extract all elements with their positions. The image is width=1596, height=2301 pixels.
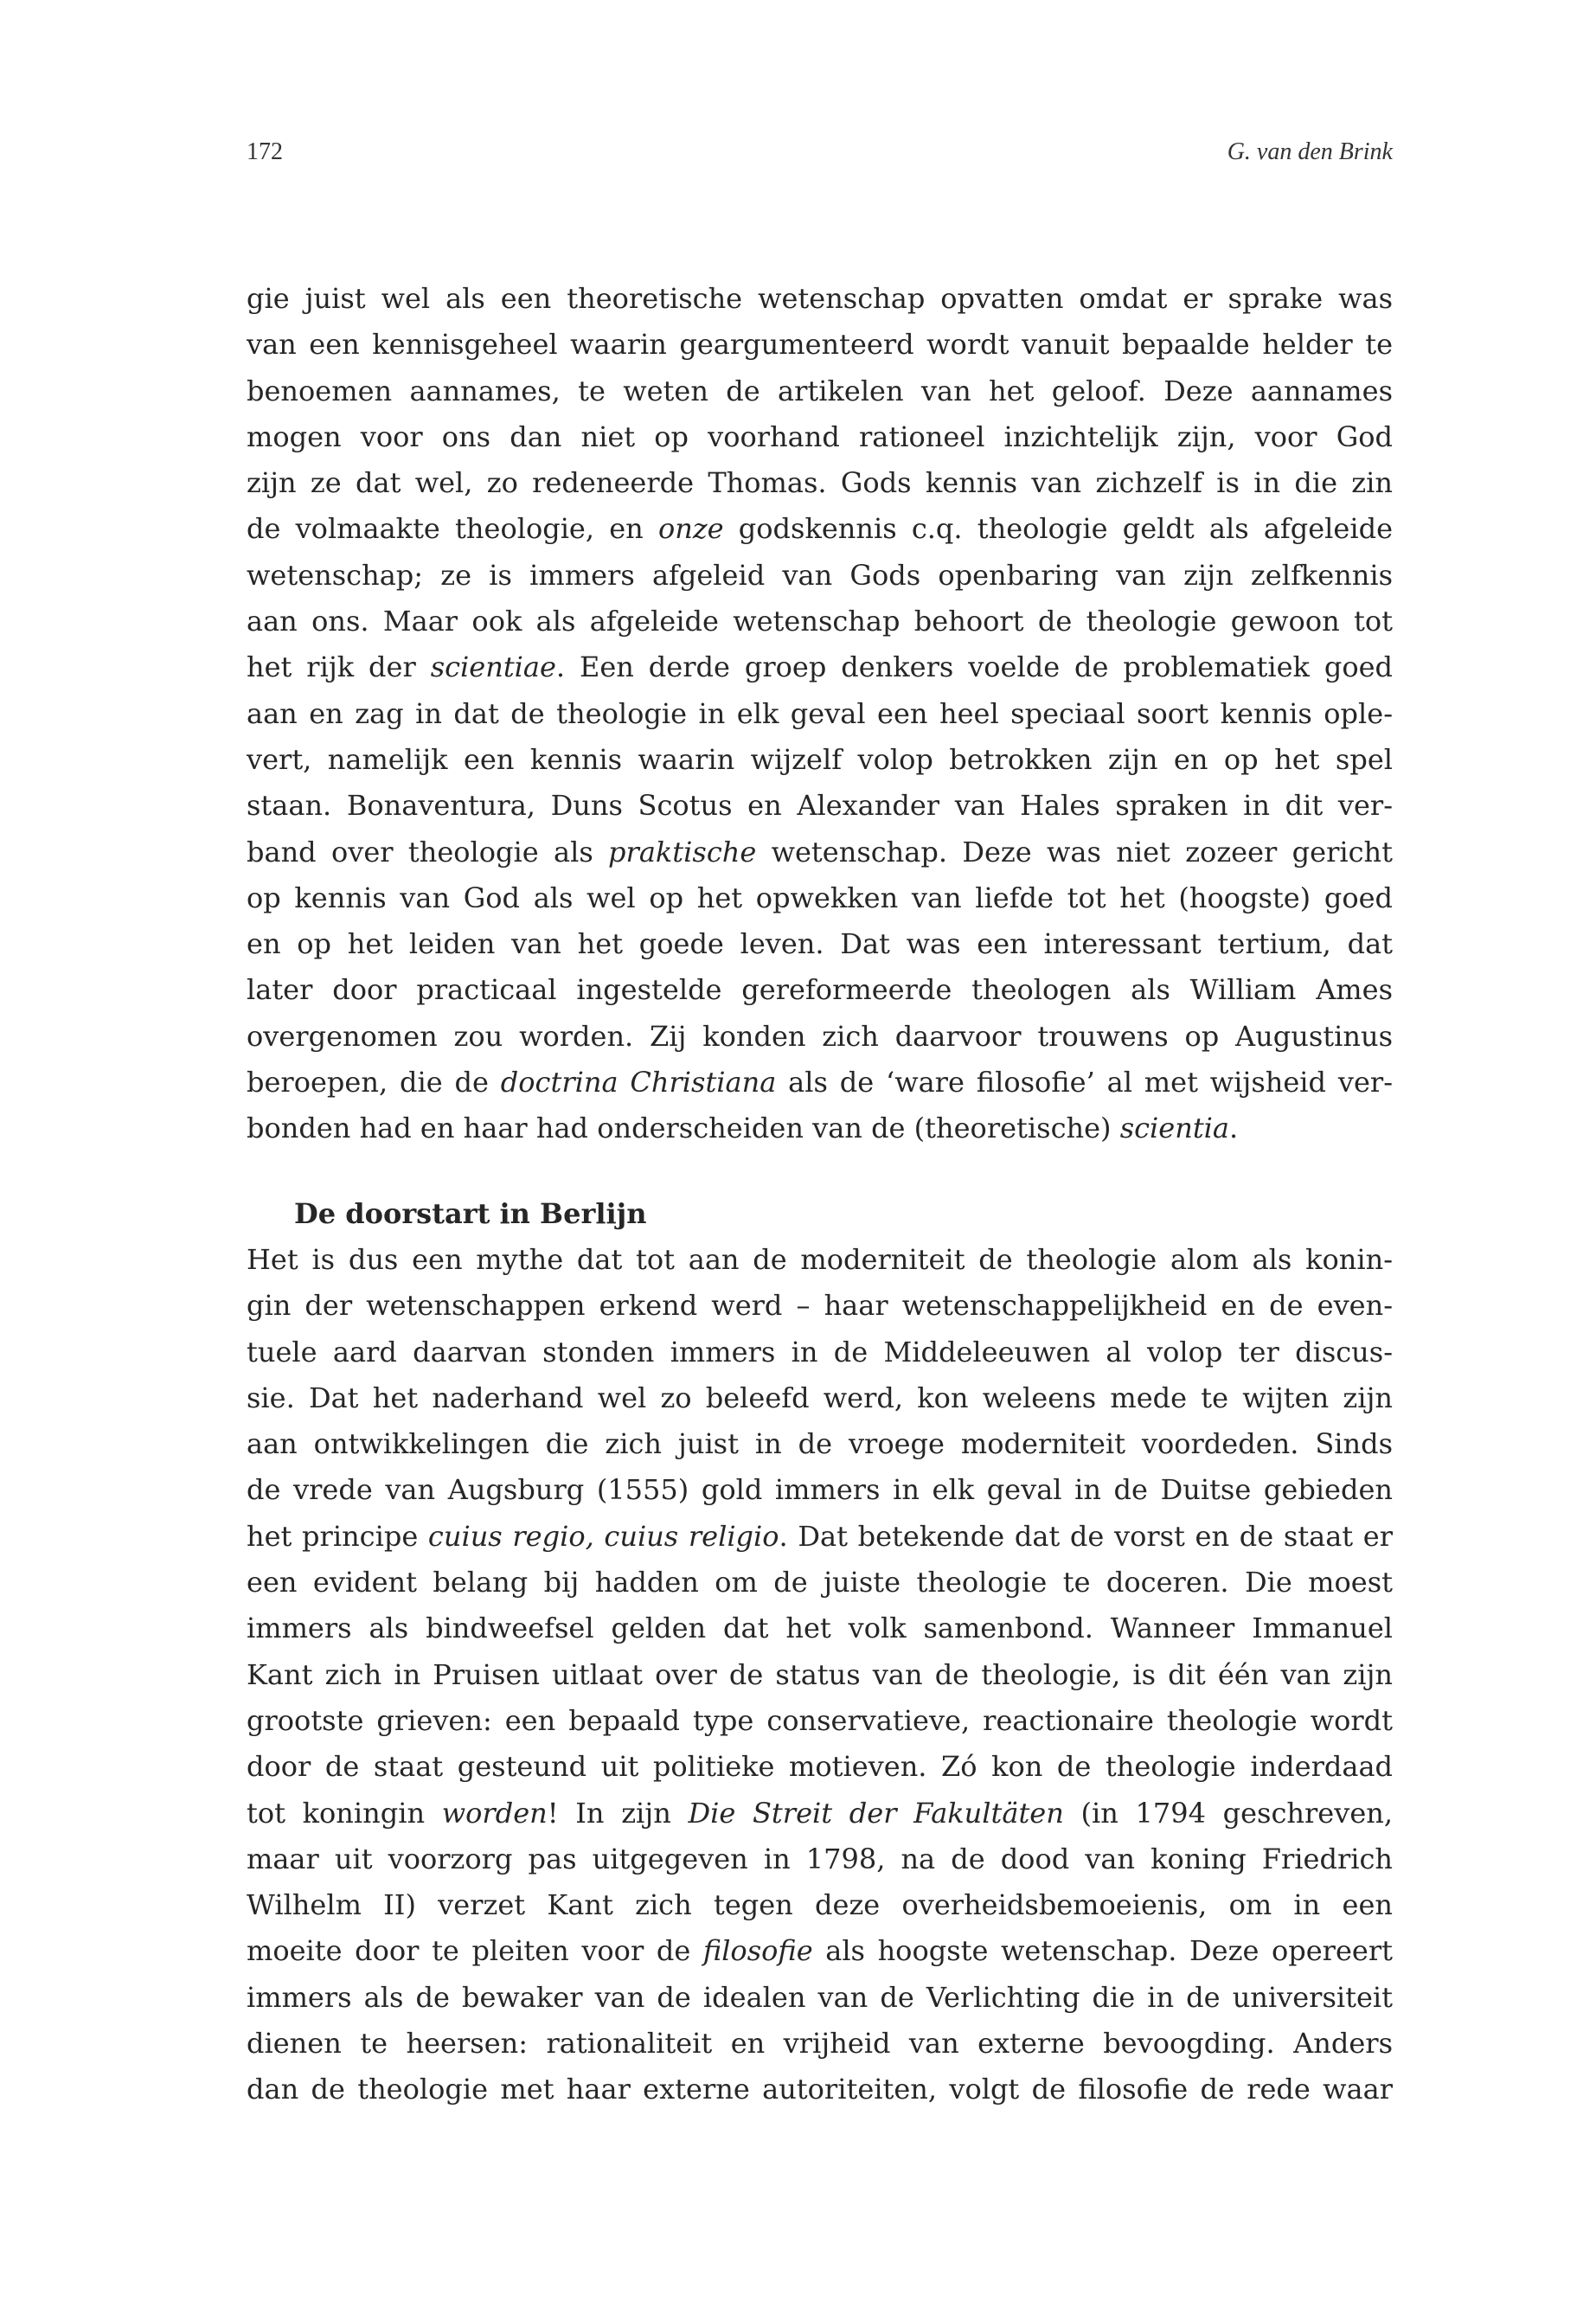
italic-term: filosofie — [702, 1934, 813, 1968]
running-head — [247, 138, 1393, 176]
text-run: band over theologie als — [247, 835, 609, 868]
text-line — [247, 830, 1393, 875]
text-line: grootste grieven: een bepaald type conservatieve, reactionaire theologie wordt — [247, 1703, 1393, 1737]
text-run: . — [1228, 1112, 1239, 1145]
text-line: zijn ze dat wel, zo redeneerde Thomas. Gods kennis van zichzelf is in die zin — [247, 466, 1393, 500]
text-line: overgenomen zou worden. Zij konden zich daarvoor trouwens op Augustinus — [247, 1019, 1393, 1053]
italic-term: praktische — [608, 835, 757, 868]
text-line: immers als bindweefsel gelden dat het volk samenbond. Wanneer Immanuel — [247, 1612, 1393, 1645]
paragraph-1 — [247, 276, 1393, 1152]
text-line: dan de theologie met haar externe autoriteiten, volgt de filosofie de rede waar — [247, 2073, 1393, 2106]
text-line — [247, 1106, 1393, 1151]
text-line — [247, 644, 1393, 690]
section-heading: De doorstart in Berlijn — [294, 1196, 647, 1230]
running-head-author: G. van den Brink — [1227, 138, 1393, 165]
text-line: op kennis van God als wel op het opwekken van liefde tot het (hoogste) goed — [247, 881, 1393, 914]
text-line: immers als de bewaker van de idealen van de Verlichting die in de universiteit — [247, 1980, 1393, 2014]
italic-term: cuius regio, cuius religio — [427, 1519, 779, 1553]
text-line: aan en zag in dat de theologie in elk geval een heel speciaal soort kennis ople- — [247, 696, 1393, 730]
italic-term: scientia — [1119, 1112, 1229, 1145]
text-run: moeite door te pleiten voor de — [247, 1934, 703, 1968]
italic-term: scientiae — [430, 651, 556, 684]
text-line — [247, 1060, 1393, 1106]
text-run: bonden had en haar had onderscheiden van de (theoretische) — [247, 1112, 1120, 1145]
text-run: . Een derde groep denkers voelde de problematiek goed — [555, 651, 1393, 684]
text-line: Kant zich in Pruisen uitlaat over de status van de theologie, is dit één van zijn — [247, 1657, 1393, 1691]
text-line: wetenschap; ze is immers afgeleid van Gods openbaring van zijn zelfkennis — [247, 558, 1393, 592]
text-run: godskennis c.q. theologie geldt als afgeleide — [723, 512, 1393, 546]
text-run: de volmaakte theologie, en — [247, 512, 658, 546]
paragraph-2 — [247, 1237, 1393, 2113]
text-line: gin der wetenschappen erkend werd – haar wetenschappelijkheid en de even- — [247, 1289, 1393, 1323]
text-line — [247, 1514, 1393, 1560]
text-line: aan ontwikkelingen die zich juist in de vroege moderniteit voordeden. Sinds — [247, 1427, 1393, 1461]
text-line: mogen voor ons dan niet op voorhand rationeel inzichtelijk zijn, voor God — [247, 420, 1393, 453]
text-run: als de ‘ware filosofie’ al met wijsheid ver- — [776, 1066, 1393, 1099]
text-line: benoemen aannames, te weten de artikelen van het geloof. Deze aannames — [247, 374, 1393, 407]
text-run: wetenschap. Deze was niet zozeer gericht — [756, 835, 1393, 868]
italic-term: worden — [441, 1796, 548, 1830]
italic-title: Die Streit der Fakultäten — [688, 1796, 1064, 1830]
text-line: later door practicaal ingestelde gereformeerde theologen als William Ames — [247, 973, 1393, 1007]
text-run: . Dat betekende dat de vorst en de staat er — [779, 1519, 1393, 1553]
text-line: van een kennisgeheel waarin geargumenteerd wordt vanuit bepaalde helder te — [247, 328, 1393, 362]
text-line: door de staat gesteund uit politieke motieven. Zó kon de theologie inderdaad — [247, 1750, 1393, 1784]
text-run: ! In zijn — [547, 1796, 689, 1830]
text-line: staan. Bonaventura, Duns Scotus en Alexander van Hales spraken in dit ver- — [247, 789, 1393, 823]
text-line: vert, namelijk een kennis waarin wijzelf volop betrokken zijn en op het spel — [247, 742, 1393, 776]
text-line: de vrede van Augsburg (1555) gold immers in elk geval in de Duitse gebieden — [247, 1473, 1393, 1507]
paragraph-gap — [247, 1152, 1393, 1191]
text-line: een evident belang bij hadden om de juiste theologie te doceren. Die moest — [247, 1566, 1393, 1599]
text-line — [247, 1791, 1393, 1836]
text-line: maar uit voorzorg pas uitgegeven in 1798, na de dood van koning Friedrich — [247, 1842, 1393, 1875]
text-run: tot koningin — [247, 1796, 442, 1830]
text-line: Wilhelm II) verzet Kant zich tegen deze overheidsbemoeienis, om in een — [247, 1888, 1393, 1922]
text-line: Het is dus een mythe dat tot aan de moderniteit de theologie alom als konin- — [247, 1242, 1393, 1276]
text-run: (in 1794 geschreven, — [1063, 1796, 1393, 1830]
page-number: 172 — [247, 138, 283, 165]
text-line: dienen te heersen: rationaliteit en vrijheid van externe bevoogding. Anders — [247, 2026, 1393, 2060]
text-run: beroepen, die de — [247, 1066, 501, 1099]
text-line: en op het leiden van het goede leven. Dat was een interessant tertium, dat — [247, 927, 1393, 961]
text-line: sie. Dat het naderhand wel zo beleefd werd, kon weleens mede te wijten zijn — [247, 1381, 1393, 1414]
text-line — [247, 506, 1393, 552]
text-line — [247, 1928, 1393, 1974]
text-run: het rijk der — [247, 651, 431, 684]
text-line: tuele aard daarvan stonden immers in de Middeleeuwen al volop ter discus- — [247, 1335, 1393, 1368]
text-run: als hoogste wetenschap. Deze opereert — [812, 1934, 1393, 1968]
italic-term: doctrina Christiana — [500, 1066, 777, 1099]
text-line: gie juist wel als een theoretische wetenschap opvatten omdat er sprake was — [247, 282, 1393, 315]
italic-term: onze — [657, 512, 724, 546]
text-run: het principe — [247, 1519, 428, 1553]
body-text — [247, 276, 1393, 2113]
text-line: aan ons. Maar ook als afgeleide wetenschap behoort de theologie gewoon tot — [247, 605, 1393, 638]
